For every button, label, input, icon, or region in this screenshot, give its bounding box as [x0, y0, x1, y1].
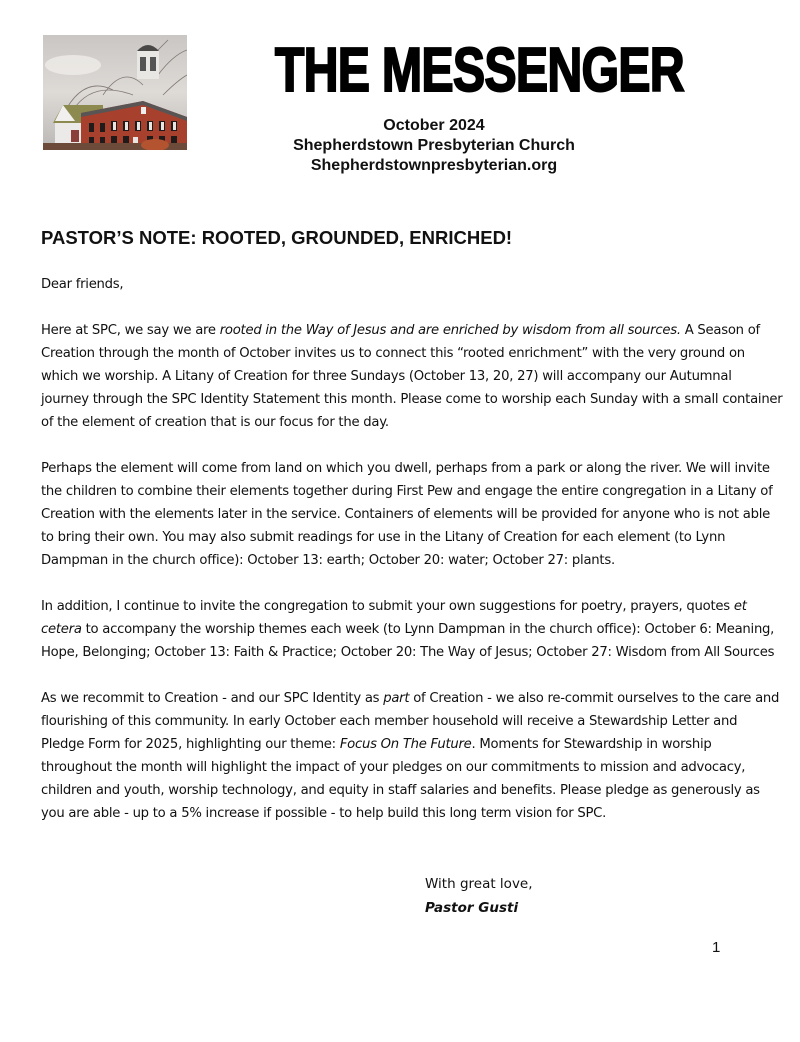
church-website-link[interactable]: Shepherdstownpresbyterian.org [310, 157, 558, 174]
article-heading: PASTOR’S NOTE: ROOTED, GROUNDED, ENRICHED! [41, 227, 513, 248]
church-name: Shepherdstown Presbyterian Church [293, 137, 575, 154]
italic-theme: Focus On The Future [339, 737, 472, 752]
newsletter-title: THE MESSENGER [274, 36, 684, 105]
article-body [41, 273, 783, 848]
masthead [230, 36, 684, 176]
italic-phrase: rooted in the Way of Jesus and are enriched by wisdom from all sources. [219, 323, 681, 338]
salutation: Dear friends, [41, 277, 124, 292]
signature-name: Pastor Gusti [425, 900, 519, 916]
page-number: 1 [712, 939, 721, 956]
paragraph-3: In addition, I continue to invite the congregation to submit your own suggestions for poetry, prayers, quotes et cetera to accompany the worship themes each week (to Lynn Dampman in the church office): October 6: Meaning, Hope, Belonging; October 13: Faith & Practice; October 20: The Way of Jesus; October 27: Wisdom from All Sources [41, 599, 775, 660]
church-building-icon [43, 35, 187, 150]
church-photo [43, 35, 187, 150]
signature-block [425, 872, 533, 920]
paragraph-2: Perhaps the element will come from land on which you dwell, perhaps from a park or along the river. We will invite the children to combine their elements together during First Pew and engage the entire congregation in a Litany of Creation with the elements later in the service. Containers of elements will be provided for anyone who is not able to bring their own. You may also submit readings for use in the Litany of Creation for each element (to Lynn Dampman in the church office): October 13: earth; October 20: water; October 27: plants. [41, 461, 773, 568]
italic-phrase: part [383, 691, 410, 706]
issue-date: October 2024 [383, 117, 485, 134]
italic-phrase: et cetera [41, 599, 747, 637]
paragraph-1: Here at SPC, we say we are rooted in the Way of Jesus and are enriched by wisdom from all sources. A Season of Creation through the month of October invites us to connect this “rooted enrichment” with the very ground on which we worship. A Litany of Creation for three Sundays (October 13, 20, 27) will accompany our Autumnal journey through the SPC Identity Statement this month. Please come to worship each Sunday with a small container of the element of creation that is our focus for the day. [41, 323, 783, 430]
paragraph-4: As we recommit to Creation - and our SPC Identity as part of Creation - we also re-commit ourselves to the care and flourishing of this community. In early October each member household will receive a Stewardship Letter and Pledge Form for 2025, highlighting our theme: Focus On The Future. Moments for Stewardship in worship throughout the month will highlight the impact of your pledges on our commitments to mission and advocacy, children and youth, worship technology, and equity in staff salaries and benefits. Please pledge as generously as you are able - up to a 5% increase if possible - to help build this long term vision for SPC. [41, 691, 780, 821]
closing: With great love, [425, 876, 533, 892]
